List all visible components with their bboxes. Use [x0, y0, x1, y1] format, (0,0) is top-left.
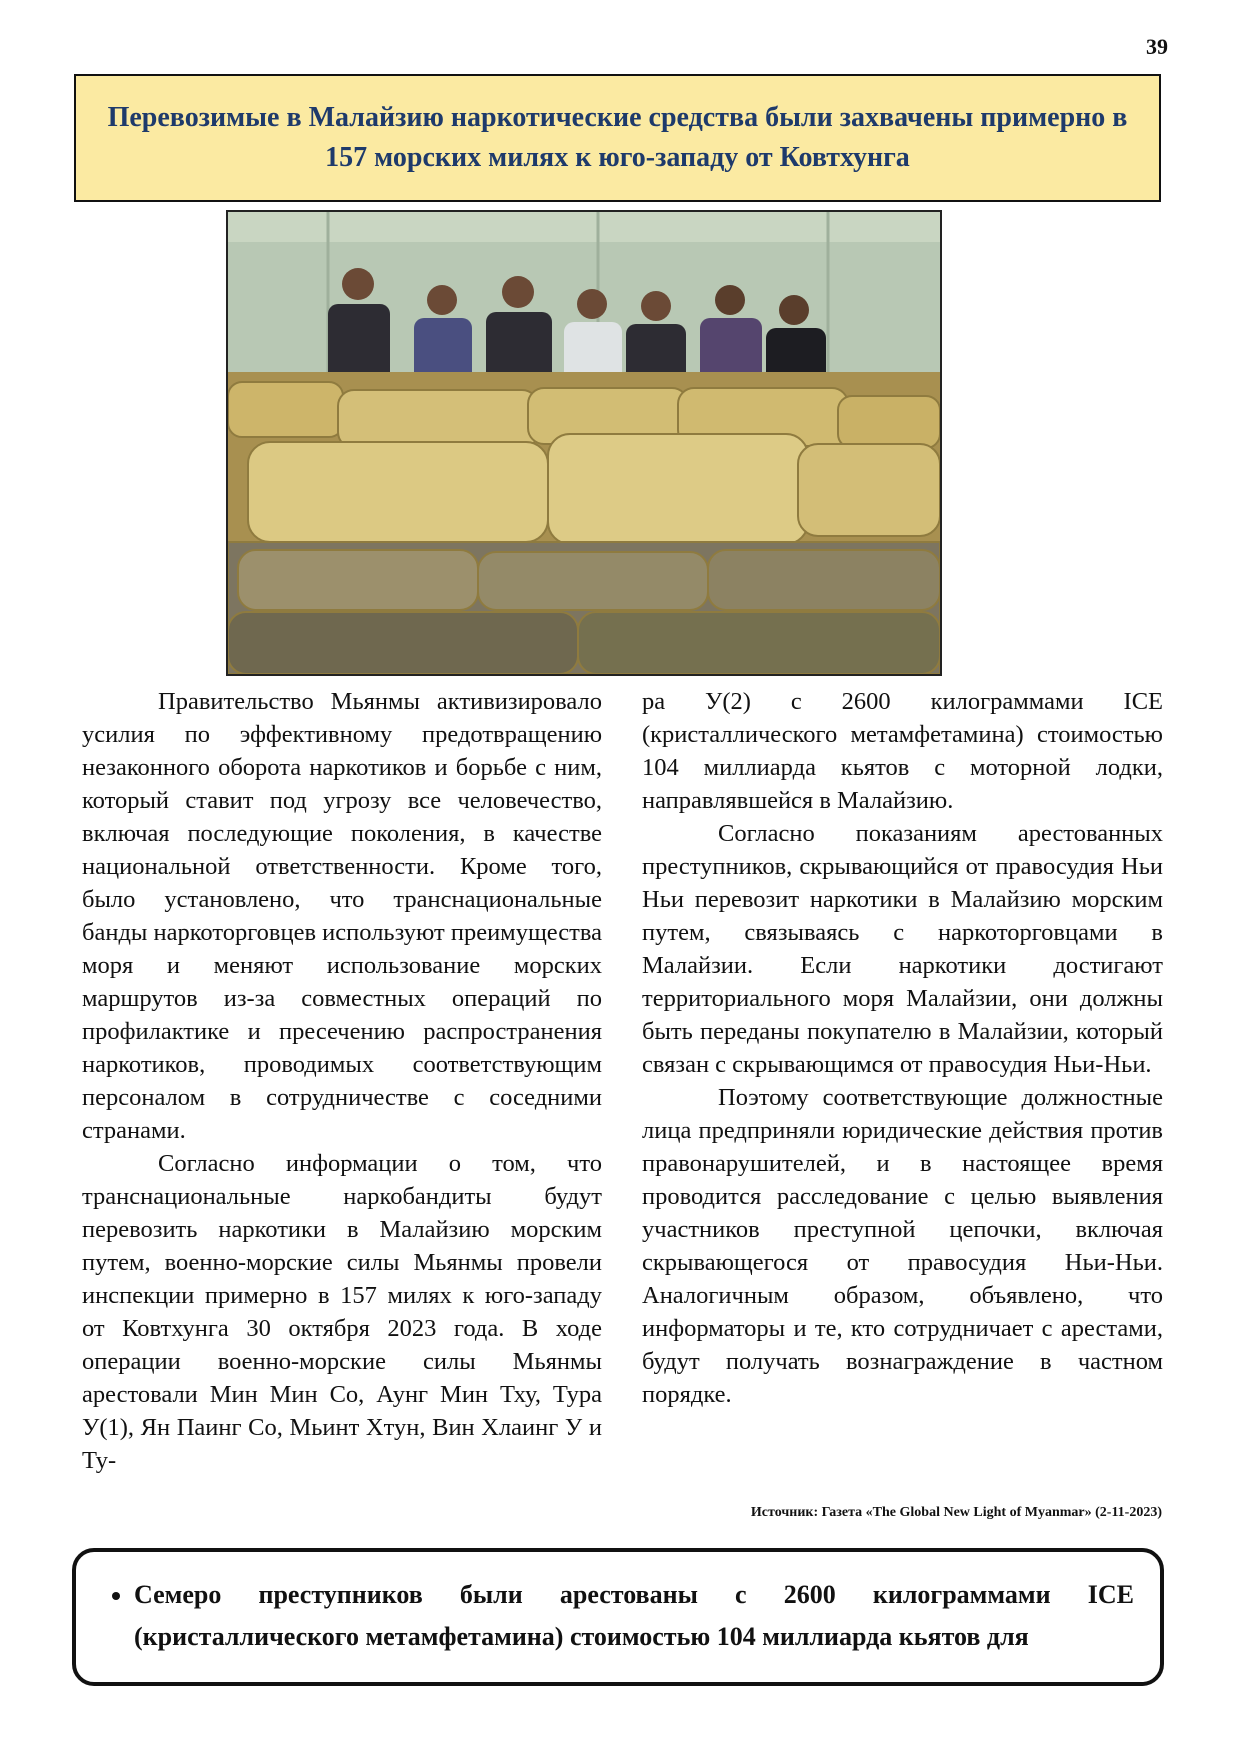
summary-box — [72, 1548, 1164, 1686]
paragraph: ра У(2) с 2600 килограммами ICE (кристаллического метамфетамина) стоимостью 104 миллиарда кьятов с моторной лодки, направлявшейся в Малайзию. — [642, 688, 1163, 814]
news-photo — [226, 210, 942, 676]
article-left-column — [82, 685, 602, 1477]
summary-bullet: • Семеро преступников были арестованы с 2600 килограммами ICE (кристаллического метамфетамина) стоимостью 104 миллиарда кьятов для — [134, 1574, 1134, 1658]
article-title: Перевозимые в Малайзию наркотические средства были захвачены примерно в 157 морских милях к юго-западу от Ковтхунга — [107, 102, 1128, 173]
page-number: 39 — [1146, 34, 1168, 59]
title-box — [74, 74, 1161, 202]
paragraph: Поэтому соответствующие должностные лица предприняли юридические действия против правонарушителей, и в настоящее время проводится расследование с целью выявления участников преступной цепочки, включая скрывающегося от правосудия Ньи-Ньи. Аналогичным образом, объявлено, что информаторы и те, кто сотрудничает с арестами, будут получать вознаграждение в частном порядке. — [642, 1084, 1163, 1408]
article-right-column — [642, 685, 1163, 1411]
paragraph: Согласно показаниям арестованных преступников, скрывающийся от правосудия Ньи Ньи перевозит наркотики в Малайзию морским путем, связываясь с наркоторговцами в Малайзии. Если наркотики достигают территориального моря Малайзии, они должны быть переданы покупателю в Малайзии, который связан с скрывающимся от правосудия Ньи-Ньи. — [642, 820, 1163, 1078]
source-citation: Источник: Газета «The Global New Light of Myanmar» (2-11-2023) — [750, 1505, 1162, 1520]
paragraph: Согласно информации о том, что транснациональные наркобандиты будут перевозить наркотики в Малайзию морским путем, военно-морские силы Мьянмы провели инспекции примерно в 157 милях к юго-западу от Ковтхунга 30 октября 2023 года. В ходе операции военно-морские силы Мьянмы арестовали Мин Мин Со, Аунг Мин Тху, Тура У(1), Ян Паинг Со, Мьинт Хтун, Вин Хлаинг У и Ту- — [82, 1150, 602, 1474]
summary-list — [94, 1574, 1134, 1658]
paragraph: Правительство Мьянмы активизировало усилия по эффективному предотвращению незаконного оборота наркотиков и борьбе с ним, который ставит под угрозу все человечество, включая последующие поколения, в качестве национальной ответственности. Кроме того, было установлено, что транснациональные банды наркоторговцев используют преимущества моря и меняют использование морских маршрутов из-за совместных операций по профилактике и пресечению распространения наркотиков, проводимых соответствующим персоналом в сотрудничестве с соседними странами. — [82, 688, 602, 1144]
